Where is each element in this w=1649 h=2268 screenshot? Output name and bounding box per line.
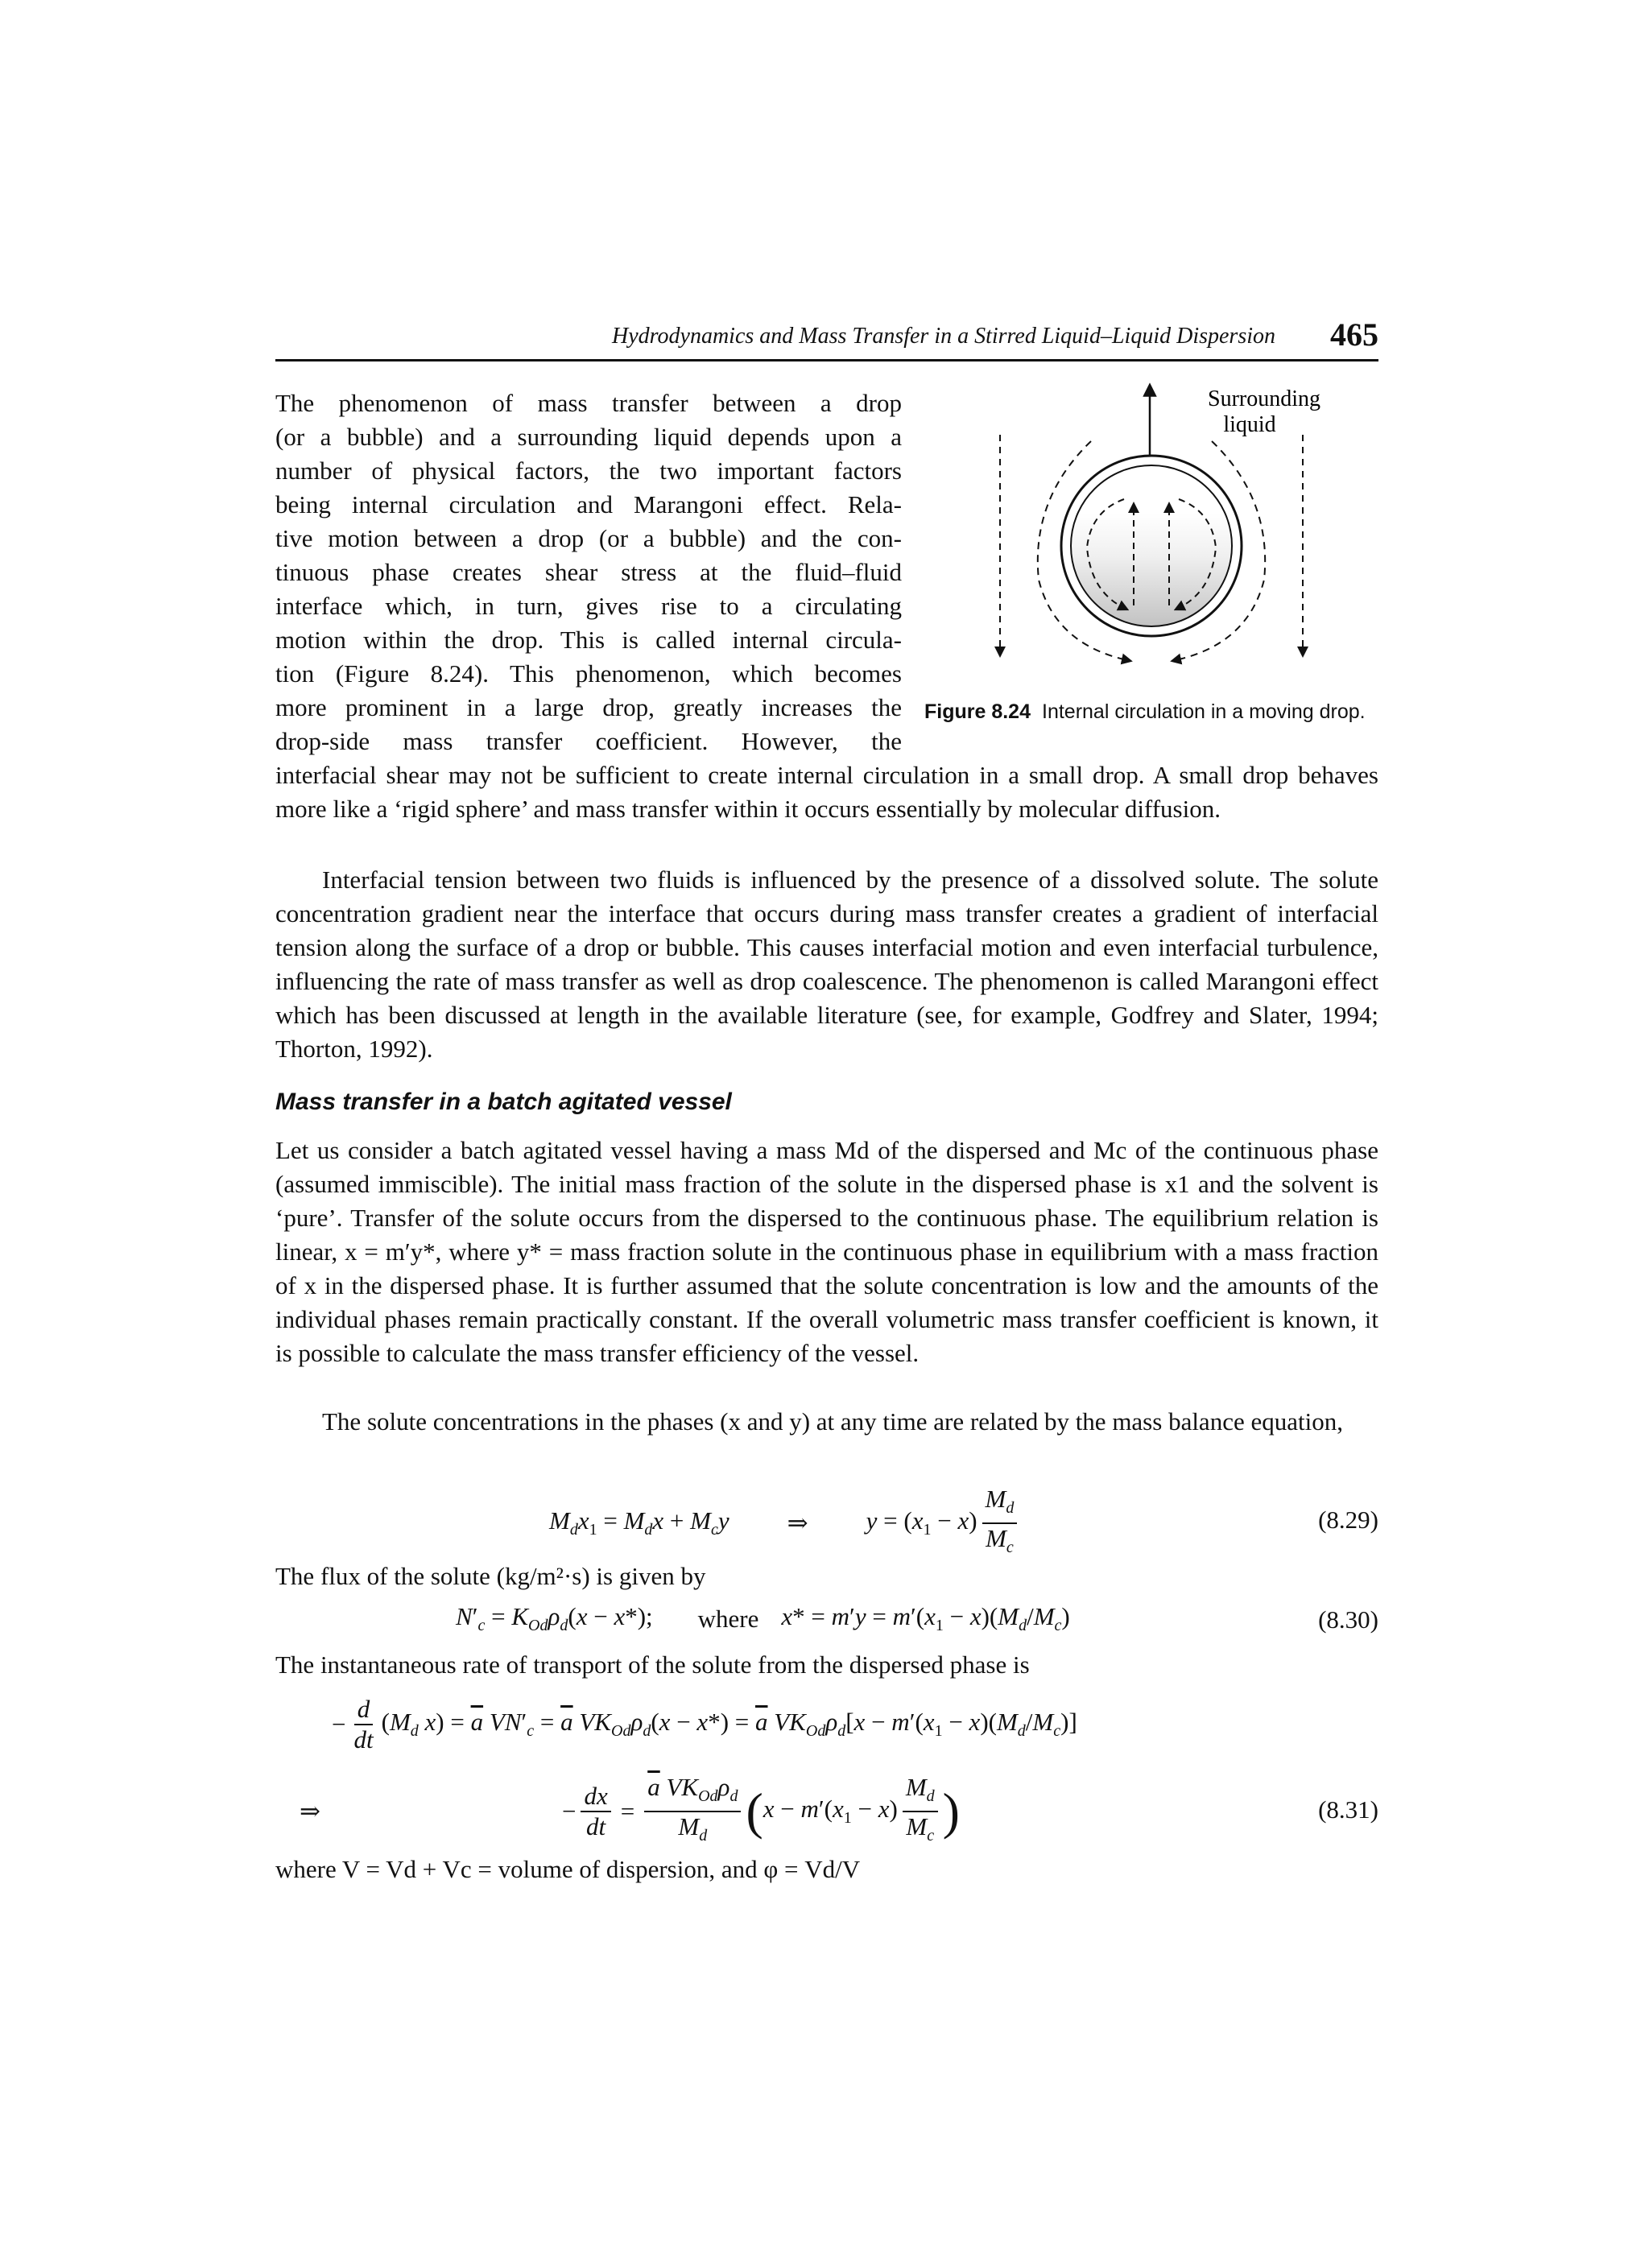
intro-line: interface which, in turn, gives rise to a circulating	[275, 592, 902, 620]
intro-line: being internal circulation and Marangoni effect. Rela-	[275, 490, 902, 518]
page-number: 465	[1330, 316, 1378, 353]
intro-line: drop-side mass transfer coefficient. However, the	[275, 727, 902, 755]
section-heading: Mass transfer in a batch agitated vessel	[275, 1089, 732, 1115]
where-clause: where V = Vd + Vc = volume of dispersion, and φ = Vd/V	[275, 1855, 861, 1883]
rate-equation: − $\frac{d}{dt}$ ($M_d$ $x) = \overline{a}$ $VN'_c = \overline{a}$ $VK_{Od}\rho_d(x - x*) = \overline{a}$ $VK_{Od}\rho_d[x - m'(x_1 - x)(M_d/M_c)]$	[332, 1695, 1077, 1754]
internal-circulation-figure	[926, 378, 1378, 733]
drop-shading	[1063, 514, 1240, 634]
figure-caption-label: Figure 8.24	[924, 700, 1031, 723]
running-title: Hydrodynamics and Mass Transfer in a Stirred Liquid–Liquid Dispersion	[612, 324, 1275, 349]
figure-caption-text: Internal circulation in a moving drop.	[1042, 700, 1366, 723]
equation-8-30: $N'_c = K_{Od}\rho_d(x - x*)$; where $x* = m'y = m'(x_1 - x)(M_d/M_c)$	[456, 1602, 1070, 1635]
marangoni-paragraph: Interfacial tension between two fluids is influenced by the presence of a dissolved solute. The solute concentration gradient near the interface that occurs during mass transfer creates a gradient of interfacial tension along the surface of a drop or bubble. This causes interfacial motion and even interfacial turbulence, influencing the rate of mass transfer as well as drop coalescence. The phenomenon is called Marangoni effect which has been discussed at length in the available literature (see, for example, Godfrey and Slater, 1994; Thorton, 1992).	[275, 865, 1378, 1063]
running-header	[275, 316, 1378, 361]
intro-line: tive motion between a drop (or a bubble) and the con-	[275, 524, 902, 552]
equation-8-31: ⇒ − $\frac{dx}{dt}$ = $\frac{\overline{a} VK_{Od}\rho_d}{M_d}$ ( $x - m'(x_1 - x)$ $\frac{M_d}{M_c}$ )	[300, 1772, 960, 1845]
figure-label-liquid: liquid	[1223, 412, 1276, 437]
intro-line: (or a bubble) and a surrounding liquid depends upon a	[275, 423, 902, 451]
equation-number-8-29: (8.29)	[1318, 1506, 1378, 1534]
intro-line: number of physical factors, the two important factors	[275, 456, 902, 485]
figure-label-surrounding: Surrounding	[1208, 386, 1320, 411]
equation-8-29: $M_dx_1 = M_dx + M_cy$ ⇒ $y = (x_1 - x)$ $\frac{M_d}{M_c}$	[549, 1493, 1022, 1554]
flux-intro: The flux of the solute (kg/m²·s) is given by	[275, 1562, 706, 1590]
intro-line: tinuous phase creates shear stress at the fluid–fluid	[275, 558, 902, 586]
intro-paragraph-wide: interfacial shear may not be sufficient to create internal circulation in a small drop. A small drop behaves more like a ‘rigid sphere’ and mass transfer within it occurs essentially by molecular diffusion.	[275, 761, 1378, 823]
intro-line: tion (Figure 8.24). This phenomenon, which becomes	[275, 659, 902, 688]
drop-diagram	[926, 378, 1378, 700]
batch-vessel-paragraph: Let us consider a batch agitated vessel having a mass Md of the dispersed and Mc of the continuous phase (assumed immiscible). The initial mass fraction of the solute in the dispersed phase is x1 and the solvent is ‘pure’. Transfer of the solute occurs from the dispersed to the continuous phase. The equilibrium relation is linear, x = m′y*, where y* = mass fraction solute in the continuous phase in equilibrium with a mass fraction of x in the dispersed phase. It is further assumed that the solute concentration is low and the amounts of the individual phases remain practically constant. If the overall volumetric mass transfer coefficient is known, it is possible to calculate the mass transfer efficiency of the vessel.	[275, 1136, 1378, 1367]
intro-paragraph-narrow	[275, 386, 902, 758]
equation-number-8-30: (8.30)	[1318, 1605, 1378, 1634]
rate-intro: The instantaneous rate of transport of the solute from the dispersed phase is	[275, 1650, 1030, 1679]
figure-caption	[924, 700, 1383, 724]
equation-number-8-31: (8.31)	[1318, 1795, 1378, 1824]
intro-line: more prominent in a large drop, greatly increases the	[275, 693, 902, 721]
intro-line: The phenomenon of mass transfer between a drop	[275, 389, 902, 417]
intro-line: motion within the drop. This is called internal circula-	[275, 626, 902, 654]
mass-balance-intro: The solute concentrations in the phases (x and y) at any time are related by the mass balance equation,	[322, 1407, 1343, 1436]
